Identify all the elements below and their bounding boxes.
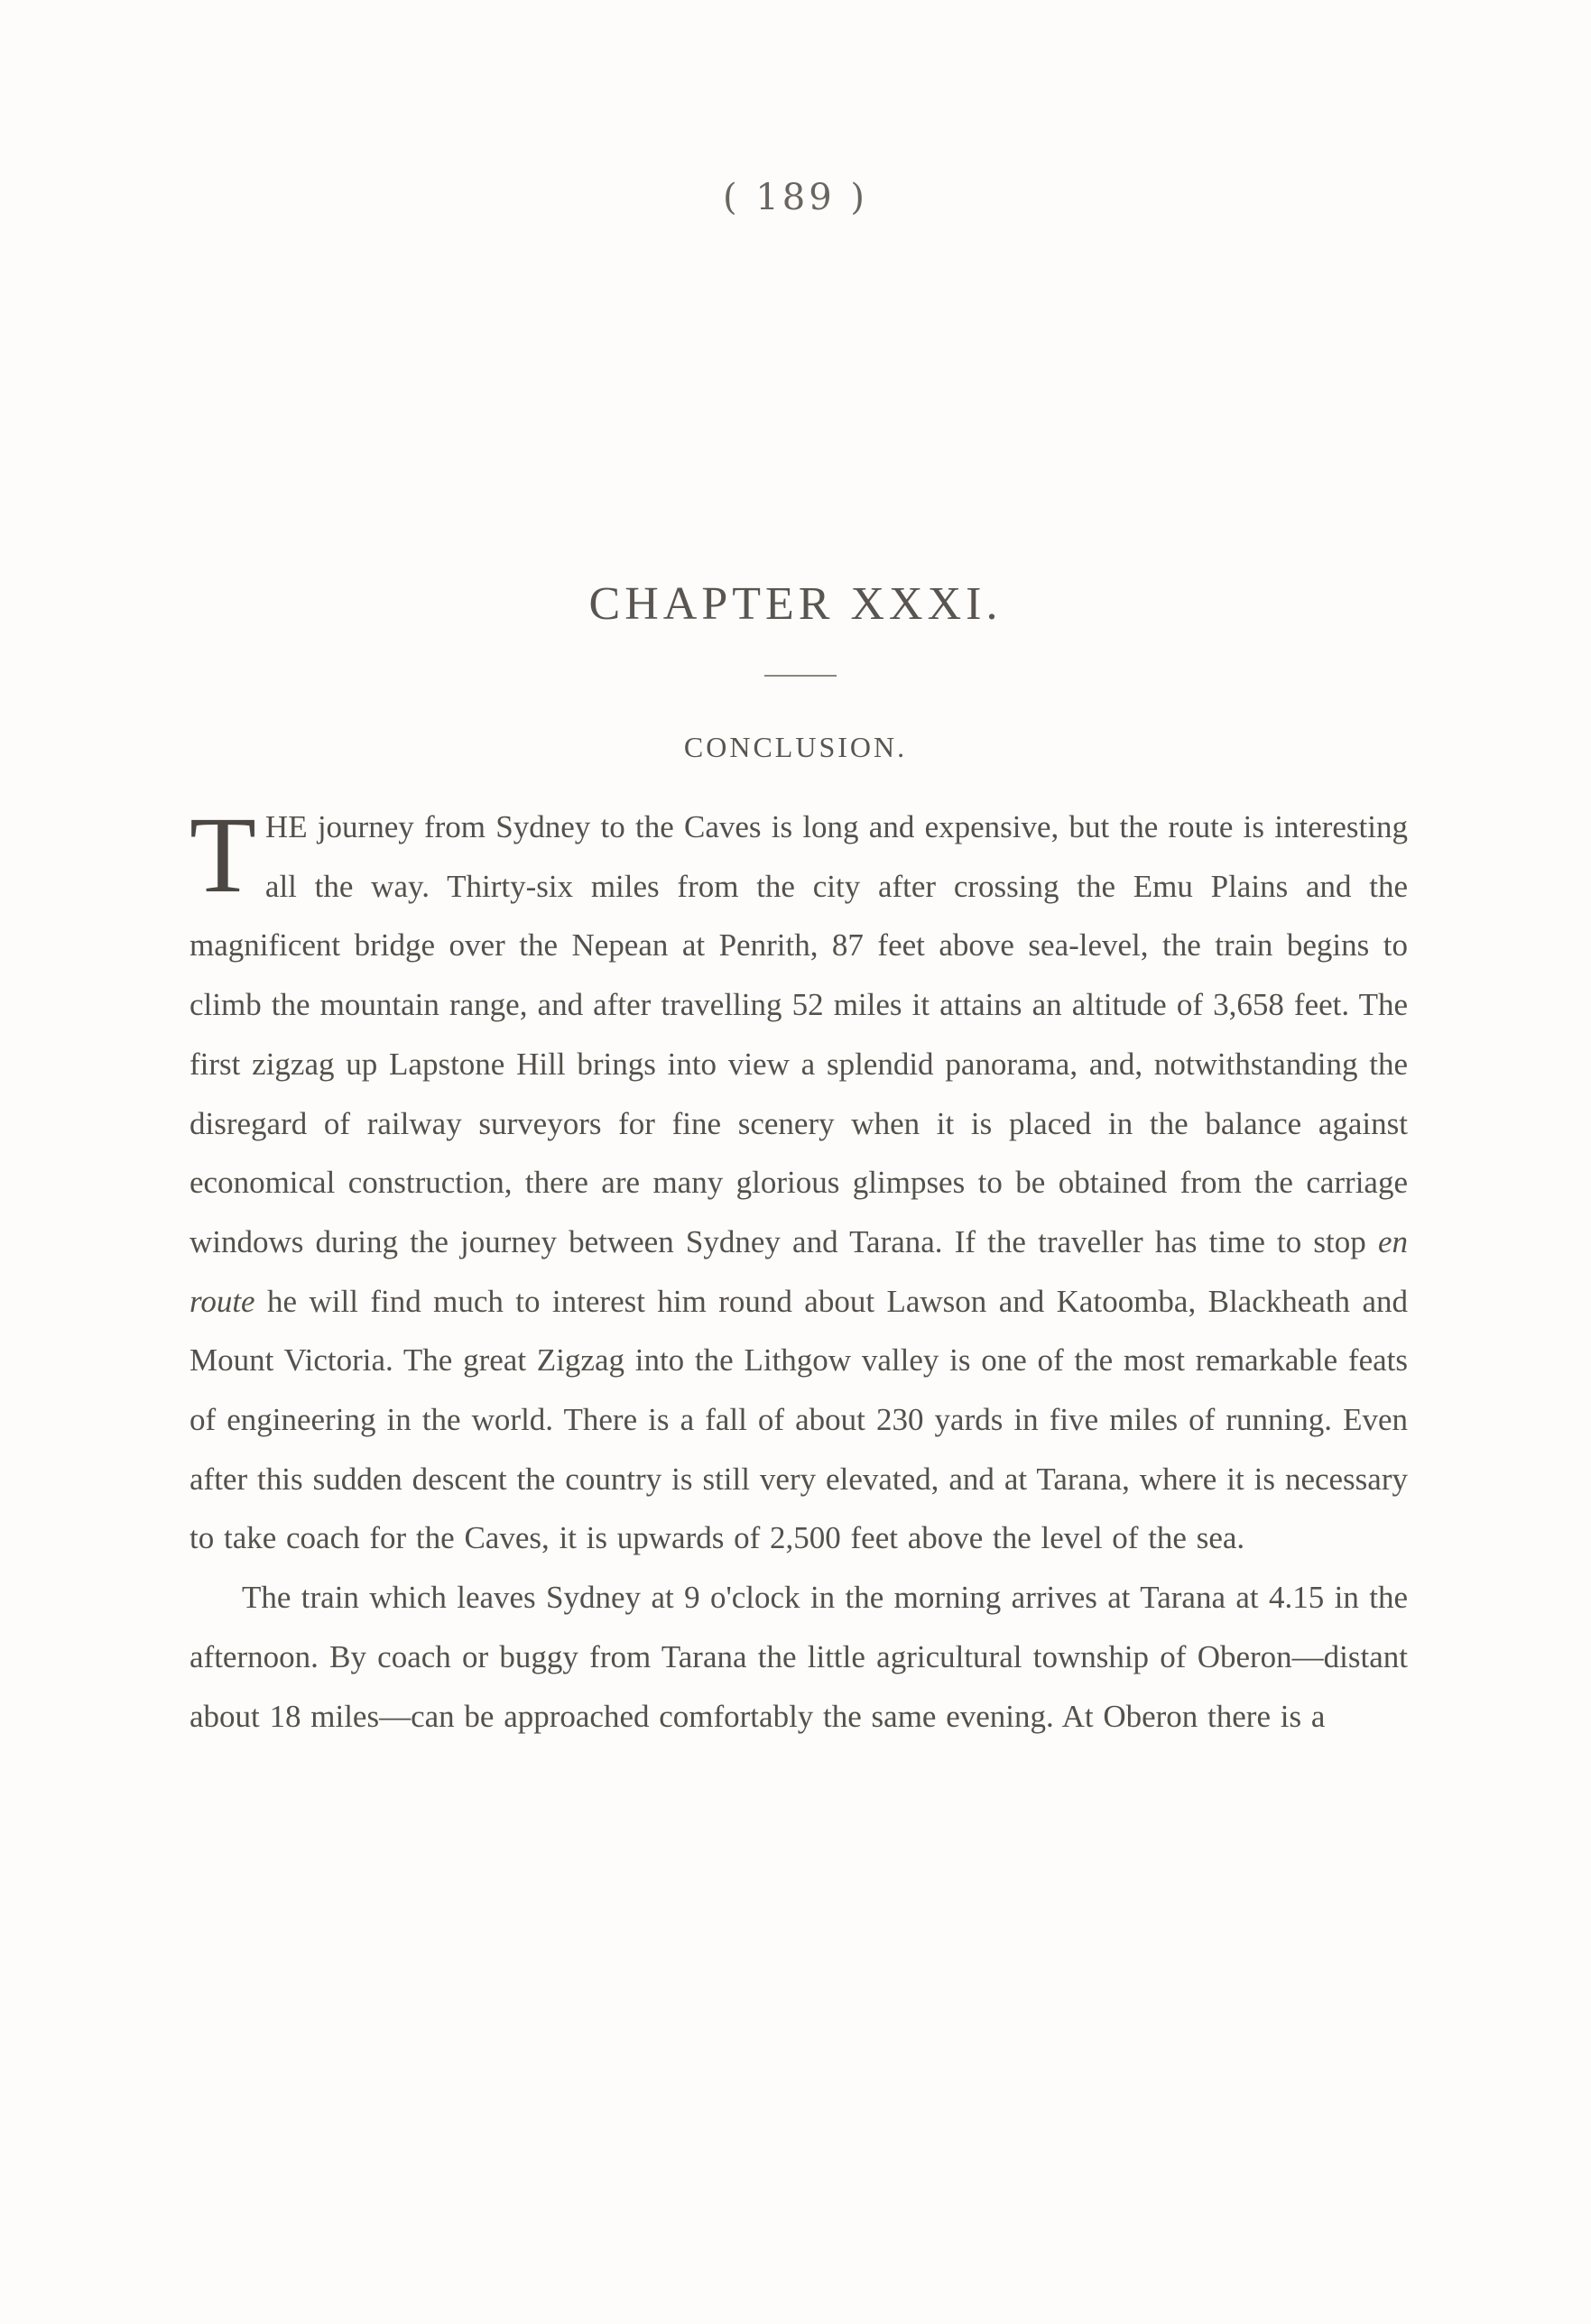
body-text — [190, 795, 1408, 1746]
section-title: CONCLUSION. — [683, 731, 908, 763]
paragraph-2: The train which leaves Sydney at 9 o'clock in the morning arrives at Tarana at 4.15 in the afternoon. By coach or buggy from Tarana the little agricultural township of Oberon—distant about 18 miles—can be approached comfortably the same evening. At Oberon there is a — [190, 1580, 1408, 1734]
paragraph-1-text-a: THE journey from Sydney to the Caves is long and expensive, but the route is interesting all the way. Thirty-six miles from the city after crossing the Emu Plains and the magnificent bridge over the Nepean at Penrith, 87 feet above sea-level, the train begins to climb the mountain range, and after travelling 52 miles it attains an altitude of 3,658 feet. The first zigzag up Lapstone Hill brings into view a splendid panorama, and, notwithstanding the disregard of railway surveyors for fine scenery when it is placed in the balance against economical construction, there are many glorious glimpses to be obtained from the carriage windows during the journey between Sydney and Tarana. If the traveller has time to stop — [190, 795, 1408, 1259]
paragraph-1 — [190, 795, 1408, 1568]
title-divider — [764, 675, 837, 677]
paragraph-1-text-b: he will find much to interest him round about Lawson and Katoomba, Blackheath and Mount Victoria. The great Zigzag into the Lithgow valley is one of the most remarkable feats of engineering in the world. There is a fall of about 230 yards in five miles of running. Even after this sudden descent the country is still very elevated, and at Tarana, where it is necessary to take coach for the Caves, it is upwards of 2,500 feet above the level of the sea. — [190, 1283, 1408, 1556]
paragraph-1-emphasis: en route — [190, 1223, 1408, 1319]
page-number: ( 189 ) — [723, 177, 868, 218]
chapter-title: CHAPTER XXXI. — [588, 578, 1003, 630]
